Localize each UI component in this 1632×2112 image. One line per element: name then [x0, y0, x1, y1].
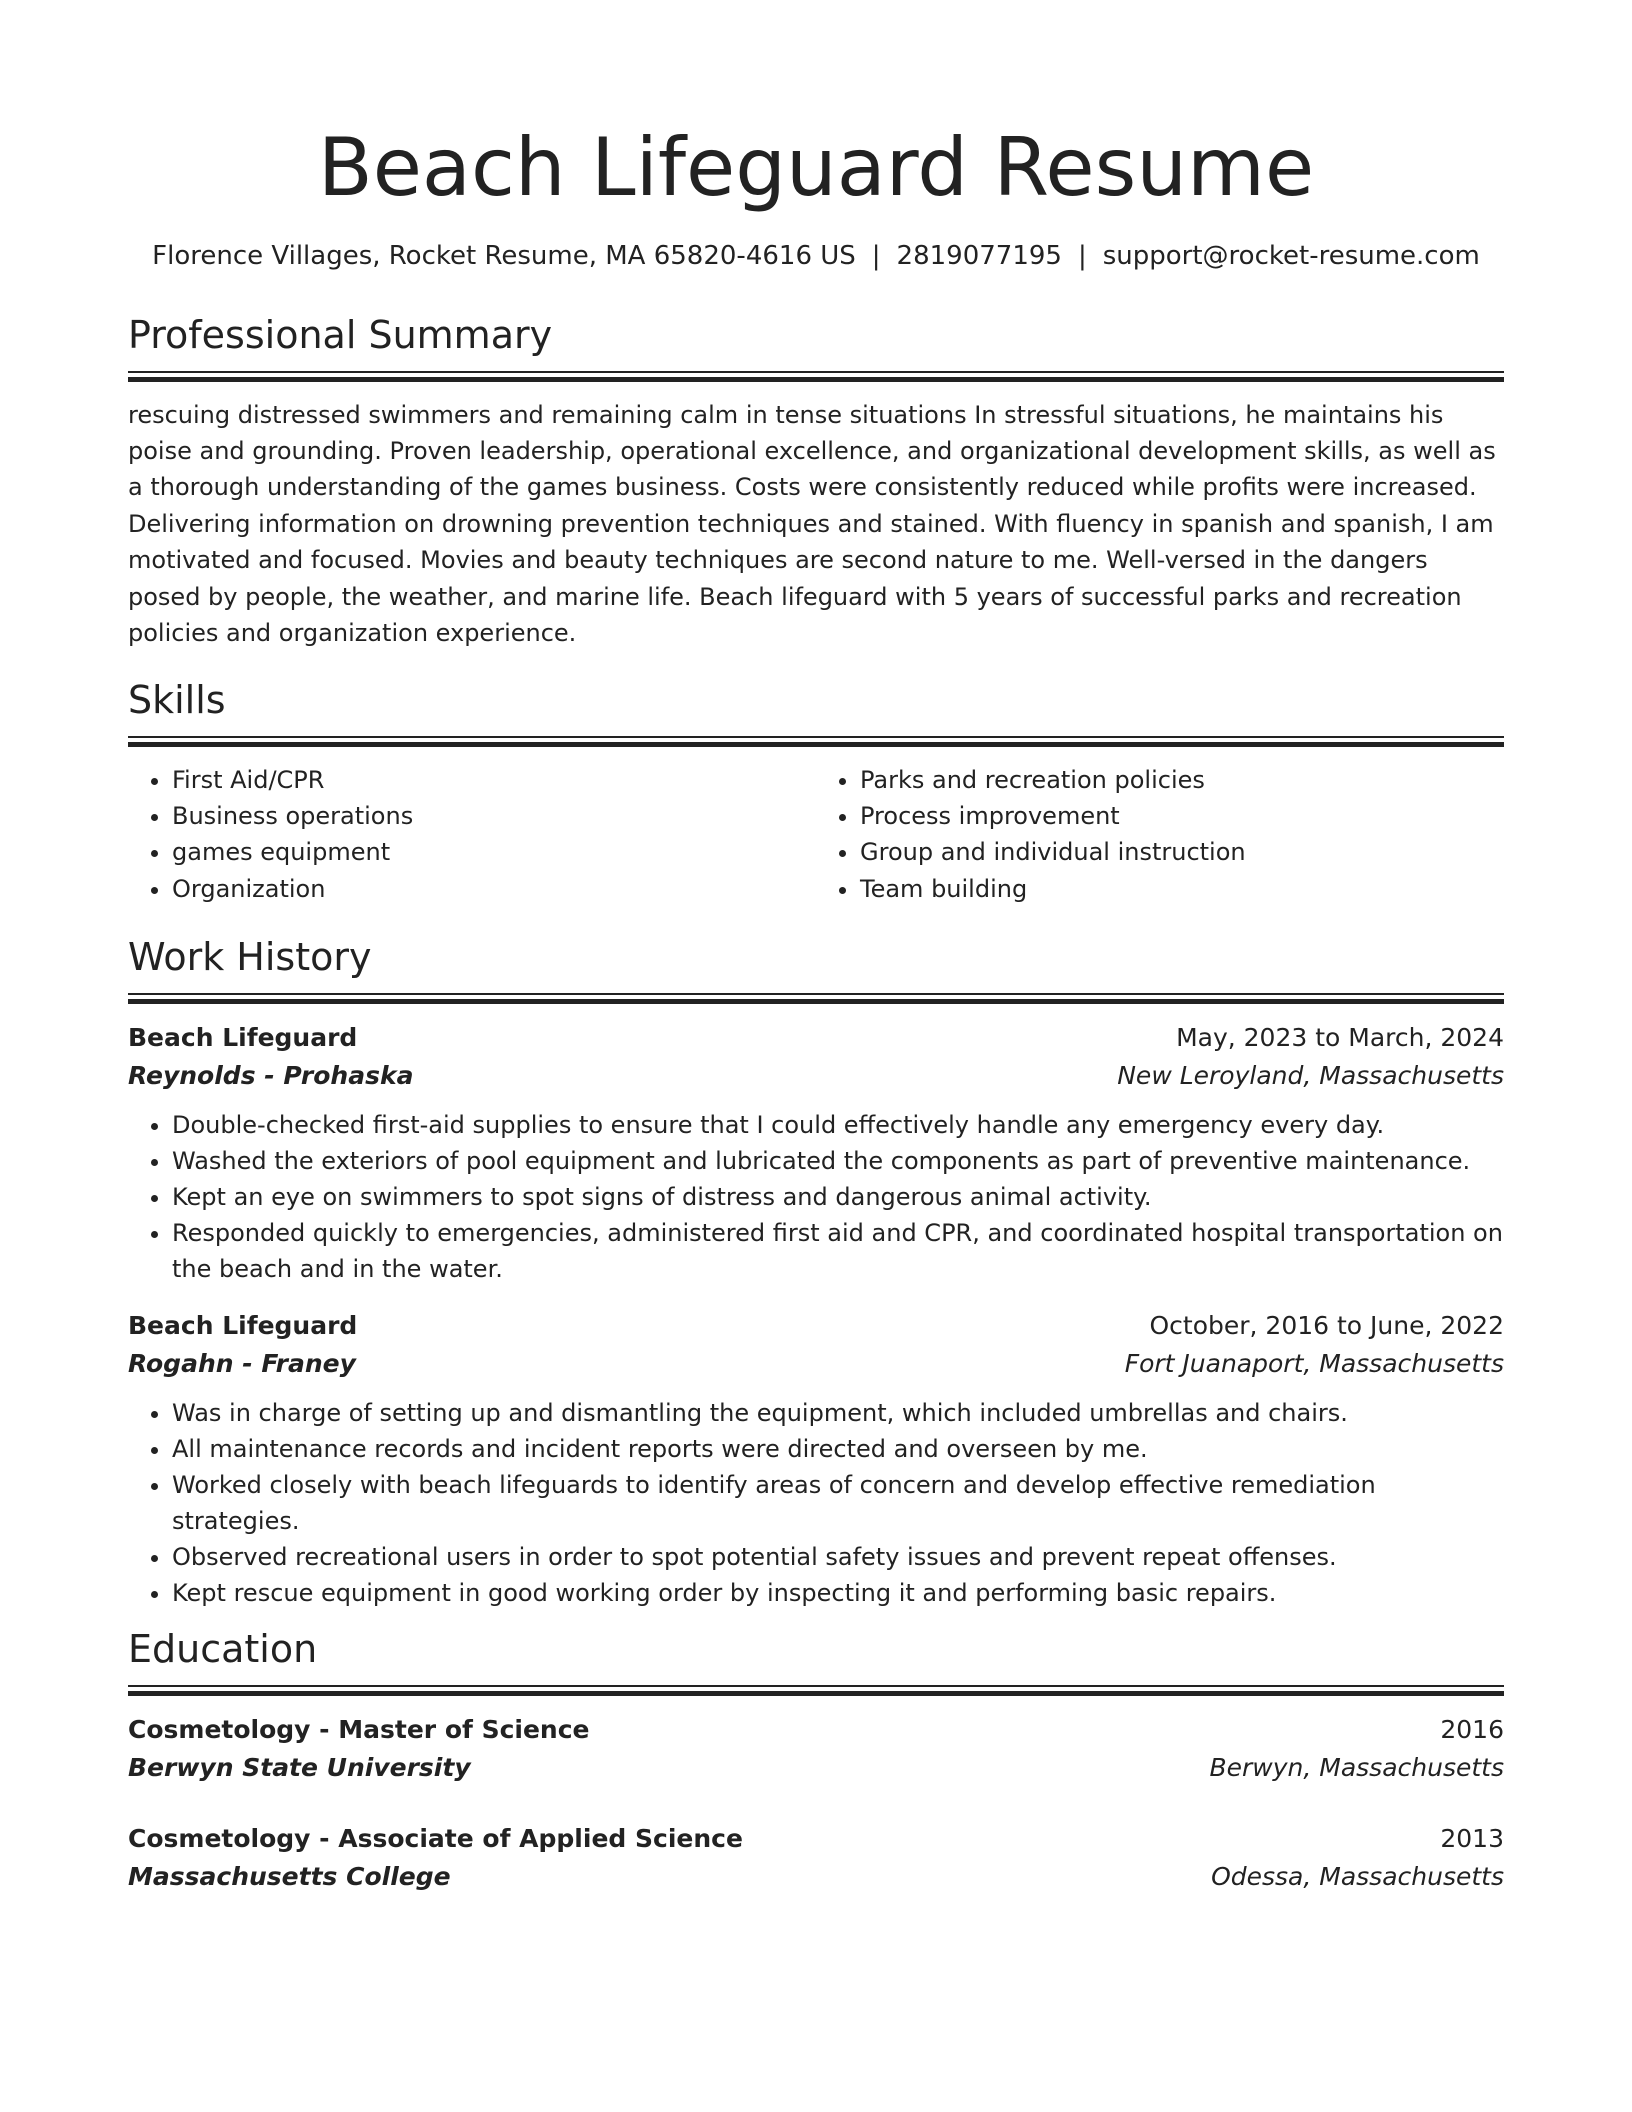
section-divider: [128, 993, 1504, 1005]
section-divider: [128, 736, 1504, 748]
contact-email[interactable]: support@rocket-resume.com: [1102, 241, 1480, 271]
skills-heading: Skills: [128, 678, 226, 722]
job-location: Fort Juanaport, Massachusetts: [1124, 1348, 1504, 1378]
education-degree: Cosmetology - Master of Science: [128, 1714, 590, 1744]
contact-line: [128, 241, 1504, 271]
education-degree: Cosmetology - Associate of Applied Science: [128, 1823, 743, 1853]
job-bullets: [128, 1107, 1504, 1287]
skill-item: • Team building: [860, 871, 1504, 907]
work-section: [128, 935, 1504, 1611]
skills-list: [128, 762, 1504, 908]
skills-section: [128, 678, 1504, 907]
skill-item: • Business operations: [172, 798, 816, 834]
skills-column-left: [128, 762, 816, 908]
job-bullet: • Observed recreational users in order to spot potential safety issues and prevent repeat offenses.: [172, 1539, 1504, 1575]
job-location: New Leroyland, Massachusetts: [1117, 1060, 1504, 1090]
job-bullet: • Worked closely with beach lifeguards to identify areas of concern and develop effective remediation strategies.: [172, 1467, 1504, 1539]
job-bullet: • Was in charge of setting up and dismantling the equipment, which included umbrellas and chairs.: [172, 1395, 1504, 1431]
education-location: Berwyn, Massachusetts: [1209, 1752, 1504, 1782]
education-year: 2016: [1440, 1714, 1504, 1744]
contact-phone: 2819077195: [896, 241, 1062, 271]
education-section: [128, 1627, 1504, 1896]
skill-item: • Parks and recreation policies: [860, 762, 1504, 798]
contact-separator: |: [871, 241, 881, 271]
job-bullet: • Washed the exteriors of pool equipment and lubricated the components as part of preventive maintenance.: [172, 1143, 1504, 1179]
work-heading: Work History: [128, 935, 372, 979]
contact-separator: |: [1077, 241, 1087, 271]
resume-title: Beach Lifeguard Resume: [317, 121, 1315, 214]
section-divider: [128, 1685, 1504, 1697]
job-bullet: • All maintenance records and incident reports were directed and overseen by me.: [172, 1431, 1504, 1467]
skill-item: • games equipment: [172, 834, 816, 870]
job-bullet: • Double-checked first-aid supplies to ensure that I could effectively handle any emergency every day.: [172, 1107, 1504, 1143]
skills-column-right: [816, 762, 1504, 908]
education-year: 2013: [1440, 1823, 1504, 1853]
job-dates: May, 2023 to March, 2024: [1176, 1022, 1504, 1052]
job-entry: [128, 1307, 1504, 1611]
skill-item: • Process improvement: [860, 798, 1504, 834]
resume-page: [128, 0, 1504, 1891]
skill-item: • Group and individual instruction: [860, 834, 1504, 870]
summary-text: rescuing distressed swimmers and remaining calm in tense situations In stressful situations, he maintains his poise and grounding. Proven leadership, operational excellence, and organizational development skills, as well as a thorough understanding of the games business. Costs were consistently reduced while profits were increased. Delivering information on drowning prevention techniques and stained. With fluency in spanish and spanish, I am motivated and focused. Movies and beauty techniques are second nature to me. Well-versed in the dangers posed by people, the weather, and marine life. Beach lifeguard with 5 years of successful parks and recreation policies and organization experience.: [128, 400, 1496, 648]
education-school: Massachusetts College: [128, 1861, 451, 1891]
job-bullet: • Kept an eye on swimmers to spot signs of distress and dangerous animal activity.: [172, 1179, 1504, 1215]
summary-section: [128, 313, 1504, 651]
job-bullet: • Kept rescue equipment in good working order by inspecting it and performing basic repairs.: [172, 1575, 1504, 1611]
job-title: Beach Lifeguard: [128, 1022, 358, 1052]
education-heading: Education: [128, 1627, 318, 1671]
education-entry: [128, 1711, 1504, 1787]
skill-item: • First Aid/CPR: [172, 762, 816, 798]
job-dates: October, 2016 to June, 2022: [1149, 1310, 1504, 1340]
section-divider: [128, 371, 1504, 383]
job-company: Reynolds - Prohaska: [128, 1060, 414, 1090]
job-entry: [128, 1019, 1504, 1287]
job-title: Beach Lifeguard: [128, 1310, 358, 1340]
skill-item: • Organization: [172, 871, 816, 907]
education-location: Odessa, Massachusetts: [1211, 1861, 1504, 1891]
contact-address: Florence Villages, Rocket Resume, MA 65820-4616 US: [152, 241, 856, 271]
job-company: Rogahn - Franey: [128, 1348, 356, 1378]
job-bullet: • Responded quickly to emergencies, administered first aid and CPR, and coordinated hospital transportation on the beach and in the water.: [172, 1215, 1504, 1287]
education-school: Berwyn State University: [128, 1752, 471, 1782]
job-bullets: [128, 1395, 1504, 1611]
summary-heading: Professional Summary: [128, 313, 553, 357]
education-entry: [128, 1820, 1504, 1896]
